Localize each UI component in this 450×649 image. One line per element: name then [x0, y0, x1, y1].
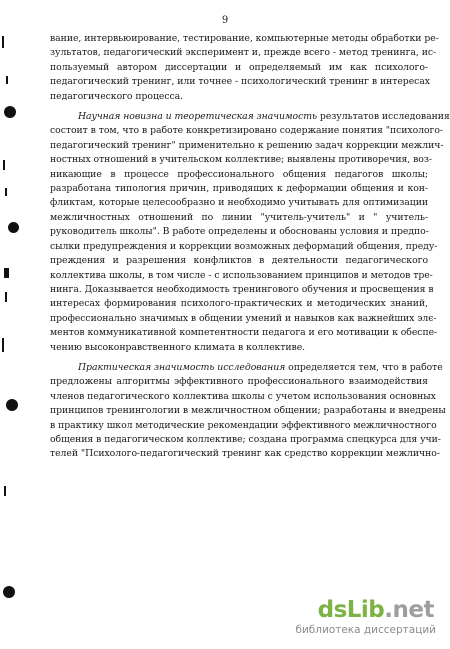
- punch-hole-dot: [8, 222, 19, 233]
- text-line: интересах формирования психолого-практических и методических знаний,: [50, 298, 428, 310]
- text-line: руководитель школы". В работе определены и обоснованы условия и предпо-: [50, 226, 429, 238]
- text-line: педагогический тренинг" применительно к решению задач коррекции межлич-: [50, 139, 444, 151]
- text-line: никающие в процессе профессионального общения педагогов школы;: [50, 168, 428, 180]
- scan-mark: [4, 486, 6, 496]
- document-body: [50, 32, 450, 462]
- text-line: ностных отношений в учительском коллективе; выявлены противоречия, воз-: [50, 154, 432, 166]
- watermark-tagline: библиотека диссертаций: [295, 624, 436, 636]
- text-line: ментов коммуникативной компетентности педагога и его мотивации к обеспе-: [50, 327, 438, 339]
- text-line: сылки предупреждения и коррекции возможных деформаций общения, преду-: [50, 240, 438, 252]
- text-line: пользуемый автором диссертации и определяемый им как психолого-: [50, 61, 428, 73]
- text-line: в практику школ методические рекомендации эффективного межличностного: [50, 419, 437, 431]
- text-line: зультатов, педагогический эксперимент и, прежде всего - метод тренинга, ис-: [50, 47, 437, 59]
- text-line: коллектива школы, в том числе - с использованием принципов и методов тре-: [50, 269, 433, 281]
- text-line: профессионально значимых в общении умений и навыков как важнейших элє-: [50, 312, 437, 324]
- logo-part-net: .net: [384, 597, 434, 623]
- punch-hole-dot: [4, 106, 16, 118]
- logo-part-dslib: dsLib: [317, 597, 385, 623]
- text-line: принципов тренингологии в межличностном общении; разработаны и внедрены: [50, 405, 446, 417]
- scan-mark: [3, 160, 5, 170]
- section-lead-italic: Научная новизна и теоретическая значимость: [78, 111, 318, 123]
- text-line: предложены алгоритмы эффективного профессионального взаимодействия: [50, 376, 428, 388]
- text-line: общения в педагогическом коллективе; создана программа спецкурса для учи-: [50, 433, 441, 445]
- punch-hole-dot: [6, 399, 18, 411]
- scan-mark: [5, 188, 7, 196]
- dslib-watermark: [271, 597, 436, 639]
- text-line: вание, интервьюирование, тестирование, компьютерные методы обработки ре-: [50, 33, 439, 44]
- text-line: преждения и разрешения конфликтов в деятельности педагогического: [50, 255, 428, 267]
- text-line: разработана типология причин, приводящих к деформации общения и кон-: [50, 183, 428, 195]
- paragraph-practical-significance: [50, 361, 446, 462]
- text-line: телей "Психолого-педагогический тренинг как средство коррекции межлично-: [50, 448, 440, 460]
- text-line: членов педагогического коллектива школы с учетом использования основных: [50, 390, 436, 402]
- scan-mark: [5, 292, 7, 302]
- punch-hole-dot: [3, 586, 15, 598]
- page-number: 9: [221, 15, 229, 26]
- text-line: межличностных отношений по линии "учитель-учитель" и " учитель-: [50, 211, 428, 223]
- paragraph-methods: [50, 32, 439, 104]
- text-line: нинга. Доказывается необходимость тренингового обучения и просвещения в: [50, 283, 434, 295]
- text-line: педагогического процесса.: [50, 90, 184, 102]
- paragraph-scientific-novelty: [50, 110, 450, 355]
- text-line: состоит в том, что в работе конкретизировано содержание понятия "психолого-: [50, 125, 444, 137]
- text-line: [50, 110, 450, 124]
- watermark-logo: [318, 597, 434, 623]
- text-line: фликтам, которые целесообразно и необходимо учитывать для оптимизации: [50, 197, 428, 209]
- text-fragment: результатов исследования: [317, 111, 450, 123]
- section-lead-italic: Практическая значимость исследования: [78, 361, 286, 373]
- scan-mark: [6, 76, 8, 84]
- scan-mark: [4, 268, 9, 278]
- text-fragment: определяется тем, что в работе: [285, 361, 443, 373]
- scan-mark: [2, 338, 4, 352]
- scan-mark: [2, 36, 4, 48]
- text-line: чению высоконравственного климата в коллективе.: [50, 341, 306, 353]
- text-line: педагогический тренинг, или точнее - психологический тренинг в интересах: [50, 76, 430, 88]
- text-line: [50, 361, 443, 375]
